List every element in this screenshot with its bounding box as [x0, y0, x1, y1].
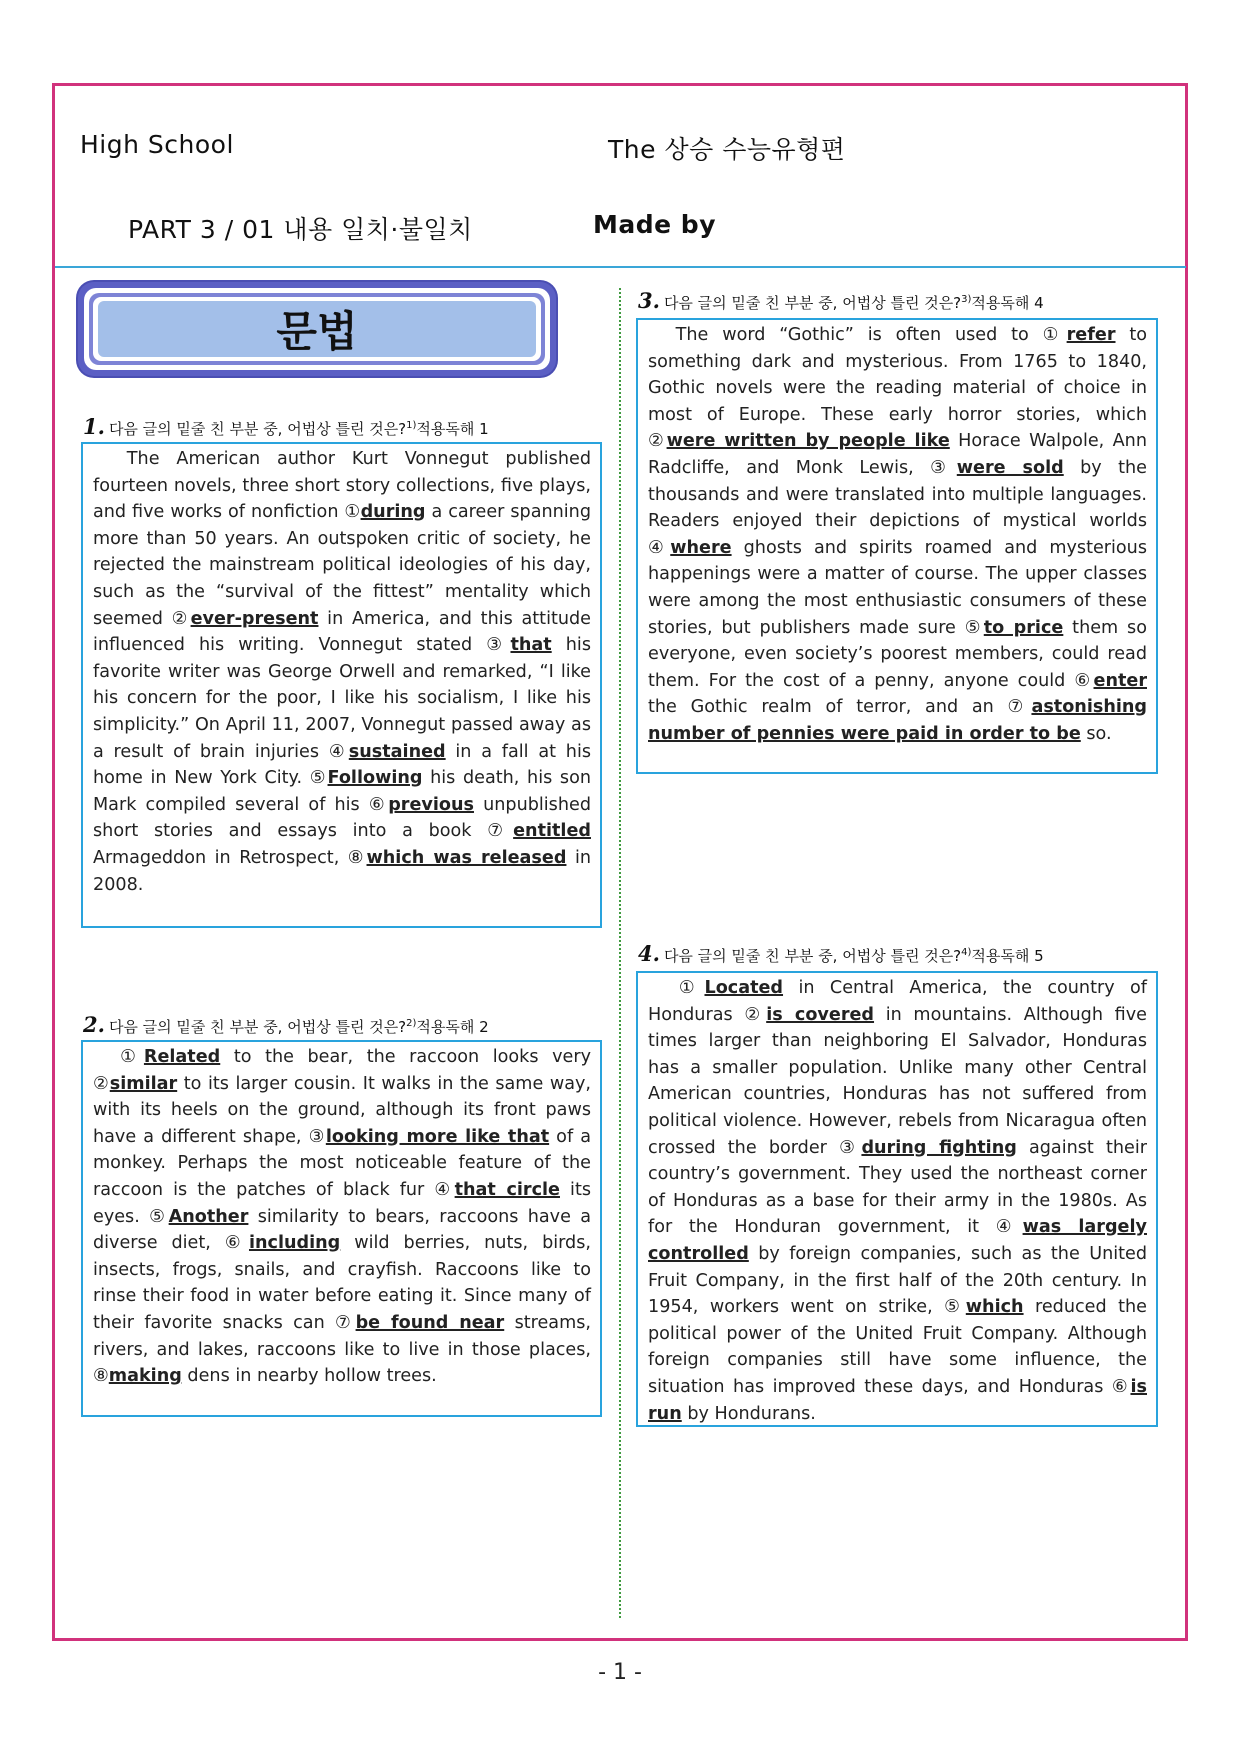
passage-text: his favorite writer was George Orwell and remarked, “I like his concern for the poor, I like his socialism, I like his simplicity.” On April 11, 2007, Vonnegut passed away as a result of brain injuries ④ [93, 635, 591, 762]
underlined-choice: Located [704, 978, 784, 998]
passage-text: in America, and this attitude influenced his writing. Vonnegut stated ③ [93, 608, 592, 656]
passage-text: reduced the political power of the United Fruit Company. Although foreign companies still have some influence, the situation has improved these days, and Honduras ⑥ [648, 1297, 1147, 1397]
passage-text: a career spanning more than 50 years. An outspoken critic of society, he rejected the mainstream political ideologies of his day, such as the “survival of the fittest” mentality which seemed ② [93, 502, 591, 629]
underlined-choice: is covered [766, 1004, 875, 1025]
underlined-choice: including [248, 1233, 341, 1254]
passage-text: ① [648, 978, 705, 998]
passage-text: unpublished short stories and essays into a book ⑦ [93, 794, 591, 842]
passage-text: in 2008. [93, 847, 591, 895]
passage-text: them so everyone, even society’s poorest members, could read them. For the cost of a penny, anyone could ⑥ [648, 617, 1147, 691]
passage-text: in Central America, the country of Honduras ② [648, 978, 1147, 1025]
underlined-choice: looking more like that [325, 1126, 550, 1147]
header-book-title: The 상승 수능유형편 [608, 135, 846, 164]
passage-text: to something dark and mysterious. From 1765 to 1840, Gothic novels were the reading material of choice in most of Europe. These early horror stories, which ② [648, 325, 1147, 452]
passage-text: the Gothic realm of terror, and an ⑦ [648, 697, 1032, 718]
question-prompt: 다음 글의 밑줄 친 부분 중, 어법상 틀린 것은? [108, 420, 407, 438]
underlined-choice: which was released [366, 847, 567, 868]
underlined-choice: during [360, 502, 426, 523]
underlined-choice: was largely controlled [648, 1217, 1147, 1264]
header-part: PART 3 / 01 내용 일치·불일치 [128, 215, 473, 244]
underlined-choice: to price [983, 617, 1064, 638]
passage-text: similarity to bears, raccoons have a diverse diet, ⑥ [93, 1206, 592, 1254]
banner-title: 문법 [276, 307, 358, 356]
passage-text: by Hondurans. [681, 1403, 816, 1424]
passage-text: ghosts and spirits roamed and mysterious happenings were a matter of course. The upper classes were among the most enthusiastic consumers of these stories, but publishers made sure ⑤ [648, 537, 1147, 638]
passage-text: his death, his son Mark compiled several of his ⑥ [93, 768, 591, 815]
passage-text: so. [1080, 723, 1112, 744]
question-2-passage [81, 1040, 602, 1417]
underlined-choice: previous [388, 794, 474, 815]
passage-text: of a monkey. Perhaps the most noticeable feature of the raccoon is the patches of black fur ④ [93, 1126, 591, 1200]
footnote-mark: 4) [961, 947, 972, 958]
header-made-by: Made by [593, 210, 716, 239]
underlined-choice: that [510, 635, 552, 656]
passage-text: against their country’s government. They used the northeast corner of Honduras as a base for their army in the 1980s. As for the Honduran government, it ④ [648, 1137, 1147, 1238]
underlined-choice: astonishing number of pennies were paid in order to be [648, 697, 1147, 744]
passage-text: to the bear, the raccoon looks very ② [93, 1047, 591, 1094]
underlined-choice: be found near [355, 1312, 505, 1333]
underlined-choice: enter [1093, 670, 1147, 691]
underlined-choice: which [965, 1297, 1024, 1318]
underlined-choice: were written by people like [666, 431, 950, 452]
passage-text: wild berries, nuts, birds, insects, frogs, snails, and crayfish. Raccoons like to rinse their food in water before eating it. Since many of their favorite snacks can ⑦ [93, 1233, 591, 1333]
question-4-passage [636, 971, 1158, 1427]
header-school: High School [80, 130, 234, 159]
question-4-heading [638, 941, 1044, 966]
underlined-choice: making [108, 1366, 182, 1387]
footnote-mark: 3) [961, 294, 972, 305]
page-number: - 1 - [598, 1660, 642, 1685]
question-number: 1. [83, 414, 105, 439]
underlined-choice: were sold [956, 457, 1064, 478]
question-number: 3. [638, 288, 660, 313]
question-1-passage [81, 442, 602, 928]
question-source: 적용독해 5 [971, 947, 1044, 965]
footnote-mark: 1) [406, 420, 417, 431]
underlined-choice: during fighting [861, 1137, 1017, 1158]
underlined-choice: is run [648, 1376, 1147, 1424]
passage-text: by foreign companies, such as the United Fruit Company, in the first half of the 20th century. In 1954, workers went on strike, ⑤ [648, 1243, 1147, 1318]
passage-text: in a fall at his home in New York City. ⑤ [93, 741, 591, 789]
question-3-passage [636, 318, 1158, 774]
passage-text: Horace Walpole, Ann Radcliffe, and Monk Lewis, ③ [648, 431, 1147, 478]
question-source: 적용독해 4 [971, 294, 1044, 312]
question-number: 2. [83, 1012, 105, 1037]
underlined-choice: Related [143, 1047, 221, 1067]
passage-text: The American author Kurt Vonnegut published fourteen novels, three short story collections, five plays, and five works of nonfiction ① [93, 449, 591, 523]
underlined-choice: entitled [513, 821, 591, 842]
passage-text: in mountains. Although five times larger than neighboring El Salvador, Honduras has a smaller population. Unlike many other Central American countries, Honduras has not suffered from political violence. However, rebels from Nicaragua often crossed the border ③ [648, 1004, 1147, 1158]
question-source: 적용독해 1 [416, 420, 489, 438]
question-prompt: 다음 글의 밑줄 친 부분 중, 어법상 틀린 것은? [663, 947, 962, 965]
passage-text: to its larger cousin. It walks in the same way, with its heels on the ground, although its front paws have a different shape, ③ [93, 1073, 591, 1147]
question-2-heading [83, 1012, 489, 1037]
question-prompt: 다음 글의 밑줄 친 부분 중, 어법상 틀린 것은? [108, 1018, 407, 1036]
passage-text: Armageddon in Retrospect, ⑧ [93, 847, 367, 868]
passage-text: dens in nearby hollow trees. [181, 1366, 437, 1387]
footnote-mark: 2) [406, 1018, 417, 1029]
passage-text: streams, rivers, and lakes, raccoons like to live in those places, ⑧ [93, 1312, 591, 1387]
underlined-choice: sustained [348, 741, 446, 762]
passage-text: ① [93, 1047, 144, 1067]
underlined-choice: ever-present [190, 608, 319, 629]
passage-text: The word “Gothic” is often used to ① [648, 325, 1067, 345]
question-3-heading [638, 288, 1044, 313]
header-divider [55, 266, 1186, 268]
passage-text: its eyes. ⑤ [93, 1179, 592, 1227]
underlined-choice: Following [327, 768, 423, 789]
underlined-choice: that circle [454, 1179, 560, 1200]
question-1-heading [83, 414, 489, 439]
underlined-choice: Another [168, 1206, 249, 1227]
passage-text: by the thousands and were translated into multiple languages. Readers enjoyed their depictions of mystical worlds ④ [648, 457, 1148, 558]
question-number: 4. [638, 941, 660, 966]
question-prompt: 다음 글의 밑줄 친 부분 중, 어법상 틀린 것은? [663, 294, 962, 312]
column-divider [619, 288, 621, 1618]
question-source: 적용독해 2 [416, 1018, 489, 1036]
underlined-choice: similar [109, 1073, 178, 1094]
section-banner [78, 282, 556, 376]
underlined-choice: where [670, 537, 732, 558]
underlined-choice: refer [1066, 325, 1116, 345]
